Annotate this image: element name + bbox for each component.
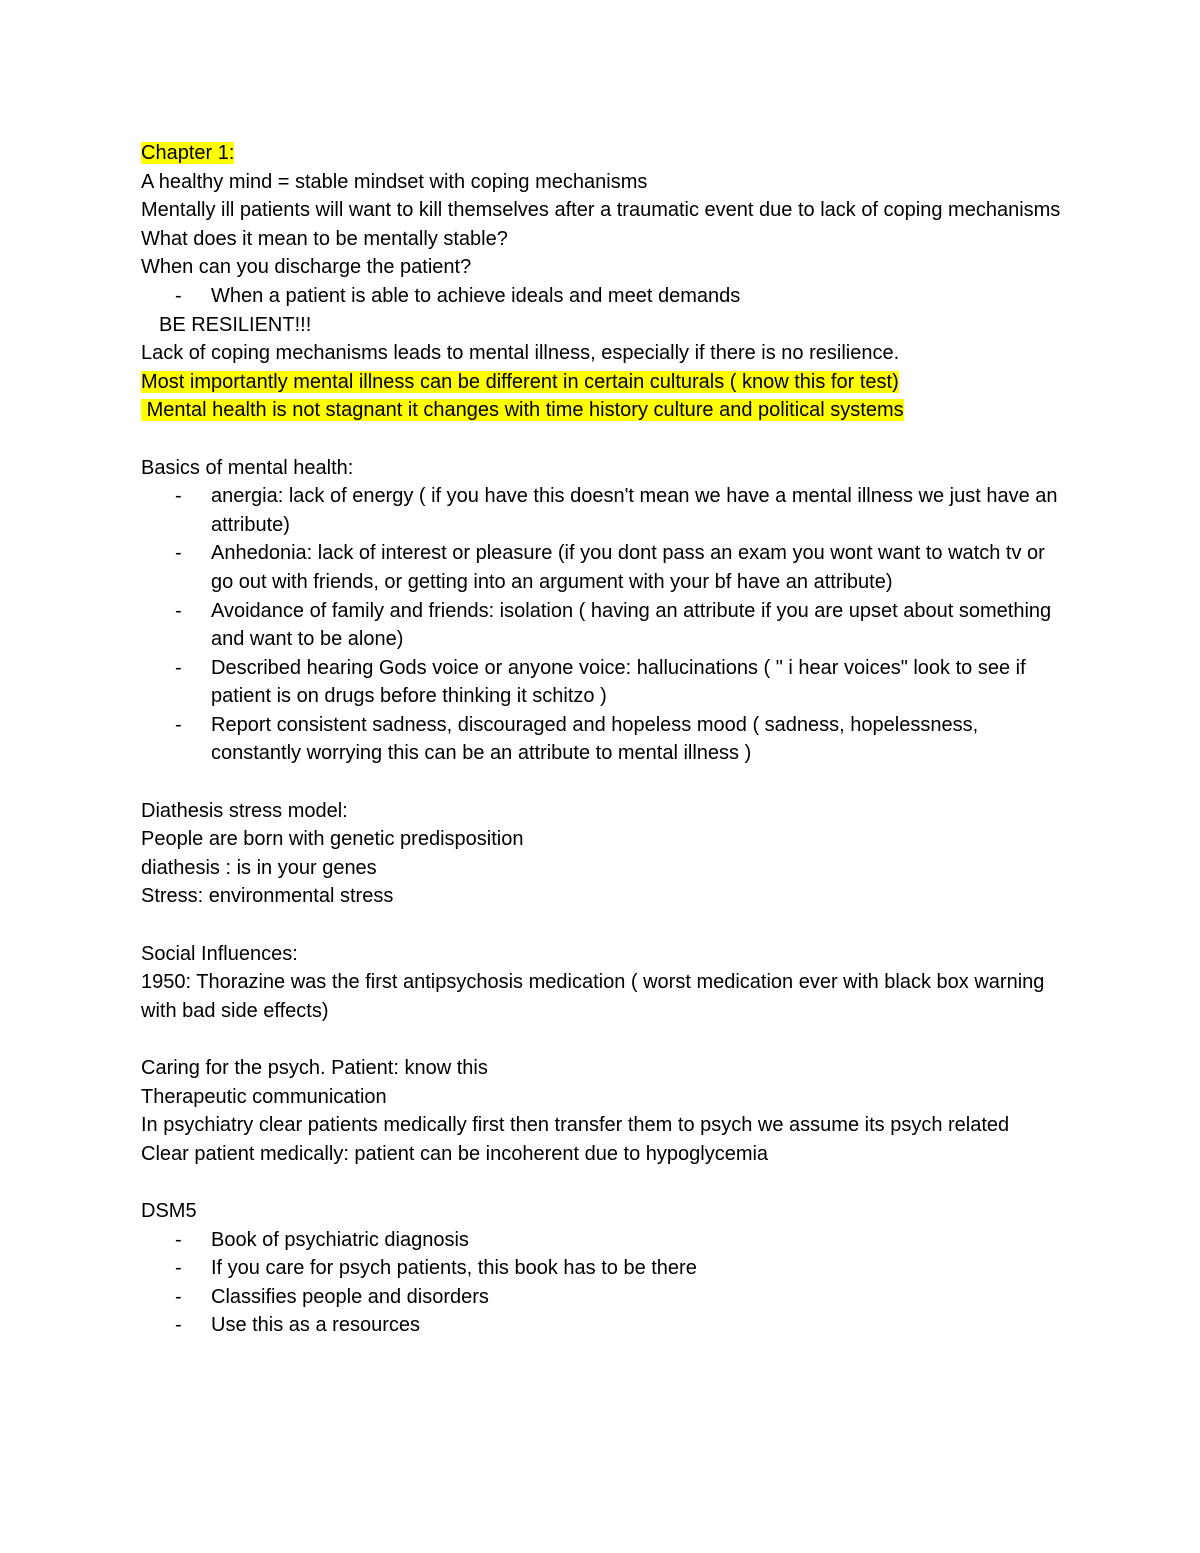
resilient-line: BE RESILIENT!!! — [159, 313, 312, 336]
list-item — [141, 282, 1071, 311]
list-item-text: Report consistent sadness, discouraged and hopeless mood ( sadness, hopelessness, constantly worrying this can be an attribute to mental illness ) — [211, 713, 979, 765]
text-line: Lack of coping mechanisms leads to mental illness, especially if there is no resilience. — [141, 342, 900, 365]
section-heading: DSM5 — [141, 1199, 197, 1222]
chapter-heading: Chapter 1: — [141, 142, 235, 164]
section-social — [141, 940, 1071, 1026]
list-item — [141, 482, 1071, 539]
text-line: A healthy mind = stable mindset with coping mechanisms — [141, 170, 648, 193]
text-line: Therapeutic communication — [141, 1085, 387, 1108]
bullet-dash: - — [175, 656, 182, 679]
text-line: When can you discharge the patient? — [141, 256, 472, 279]
text-line: People are born with genetic predisposition — [141, 828, 524, 851]
bullet-list — [141, 482, 1071, 768]
list-item-text: Classifies people and disorders — [211, 1285, 489, 1308]
section-basics — [141, 454, 1071, 769]
document-page — [141, 139, 1071, 1340]
spacer — [141, 768, 1071, 797]
text-line: Stress: environmental stress — [141, 885, 394, 908]
text-line: Clear patient medically: patient can be incoherent due to hypoglycemia — [141, 1142, 769, 1165]
spacer — [141, 911, 1071, 940]
spacer — [141, 425, 1071, 454]
bullet-dash: - — [175, 1285, 182, 1308]
bullet-dash: - — [175, 485, 182, 508]
text-line: In psychiatry clear patients medically first then transfer them to psych we assume its psych related — [141, 1114, 1010, 1137]
list-item-text: Avoidance of family and friends: isolation ( having an attribute if you are upset about something and want to be alone) — [211, 599, 1052, 651]
list-item — [141, 654, 1071, 711]
list-item-text: anergia: lack of energy ( if you have this doesn't mean we have a mental illness we just have an attribute) — [211, 485, 1058, 536]
spacer — [141, 1168, 1071, 1197]
bullet-dash: - — [175, 599, 182, 622]
list-item — [141, 1311, 1071, 1340]
bullet-dash: - — [175, 542, 182, 565]
list-item-text: Book of psychiatric diagnosis — [211, 1228, 469, 1251]
list-item — [141, 1254, 1071, 1283]
list-item-text: Anhedonia: lack of interest or pleasure (if you dont pass an exam you wont want to watch tv or go out with friends, or getting into an argument with your bf have an attribute) — [211, 542, 1045, 593]
bullet-dash: - — [175, 1257, 182, 1280]
bullet-dash: - — [175, 284, 182, 307]
text-line: diathesis : is in your genes — [141, 856, 377, 879]
section-chapter — [141, 139, 1071, 425]
section-caring — [141, 1054, 1071, 1168]
list-item — [141, 1283, 1071, 1312]
text-line: What does it mean to be mentally stable? — [141, 227, 508, 250]
section-diathesis — [141, 797, 1071, 911]
section-heading: Social Influences: — [141, 942, 298, 965]
highlighted-line: Most importantly mental illness can be different in certain culturals ( know this for test) — [141, 370, 899, 393]
bullet-list — [141, 1226, 1071, 1340]
list-item-text: Use this as a resources — [211, 1314, 420, 1337]
list-item-text: Described hearing Gods voice or anyone voice: hallucinations ( " i hear voices" look to see if patient is on drugs before thinking it schitzo ) — [211, 656, 1026, 708]
list-item-text: If you care for psych patients, this book has to be there — [211, 1257, 697, 1280]
section-heading: Caring for the psych. Patient: know this — [141, 1057, 488, 1079]
highlighted-line: Mental health is not stagnant it changes with time history culture and political systems — [141, 399, 904, 422]
list-item — [141, 597, 1071, 654]
list-item — [141, 539, 1071, 596]
text-line: 1950: Thorazine was the first antipsychosis medication ( worst medication ever with black box warning with bad side effects) — [141, 971, 1050, 1022]
text-line: Mentally ill patients will want to kill themselves after a traumatic event due to lack of coping mechanisms — [141, 199, 1061, 222]
spacer — [141, 1025, 1071, 1054]
list-item-text: When a patient is able to achieve ideals and meet demands — [211, 284, 741, 307]
bullet-list — [141, 282, 1071, 311]
section-heading: Basics of mental health: — [141, 456, 354, 479]
bullet-dash: - — [175, 1314, 182, 1337]
list-item — [141, 1226, 1071, 1255]
section-dsm — [141, 1197, 1071, 1340]
bullet-dash: - — [175, 713, 182, 736]
bullet-dash: - — [175, 1228, 182, 1251]
list-item — [141, 711, 1071, 768]
section-heading: Diathesis stress model: — [141, 799, 348, 822]
